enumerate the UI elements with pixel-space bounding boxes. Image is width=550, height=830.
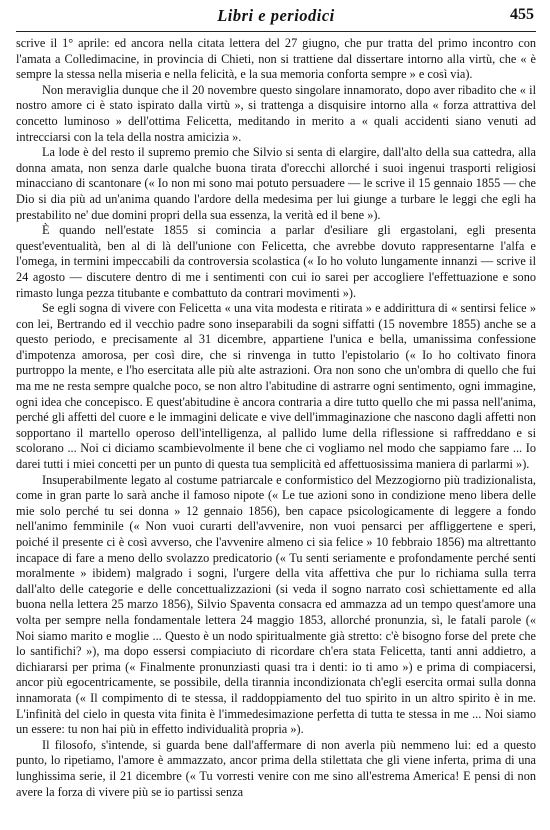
paragraph-7: Il filosofo, s'intende, si guarda bene dall'affermare di non averla più nemmeno lui: ed a questo punto, lo ripetiamo, l'amore è ammazzato, ancor prima della stilettata che gli viene inferta, prima di una lunghissima serie, il 21 dicembre (« Tu vorresti venire con me sino all'estrema America! E pensi di non avere la forza di vivere più se io partissi senza — [16, 737, 536, 799]
header-rule — [16, 31, 536, 32]
paragraph-3: La lode è del resto il supremo premio che Silvio si senta di elargire, dall'alto della sua cattedra, alla donna amata, non senza darle qualche buona tirata d'orecchi allorché i suoi ingenui trasporti religiosi minacciano di scantonare (« Io non mi sono mai potuto persuadere — le scrive il 15 gennaio 1855 — che Dio si dia più ad un'anima quando l'ardore della medesima per lui giunge a turbare le leggi che egli ha prestabilito ne' due domini propri della sua essenza, la verità ed il bene »). — [16, 145, 536, 222]
running-title: Libri e periodici — [217, 6, 335, 25]
paragraph-5: Se egli sogna di vivere con Felicetta « una vita modesta e ritirata » e addirittura di « sentirsi felice » con lei, Bertrando ed il vecchio padre sono inseparabili da sogni siffatti (15 novembre 1855) anche se a questo periodo, e precisamente al 31 dicembre, appartiene l'unica e bella, umanissima confessione d'impotenza amorosa, per così dire, che si rinvenga in tutto l'epistolario (« Io ho coltivato finora purtroppo la mente, e l'ho esercitata alle più alte astrazioni. Ora non sono che un'ombra di quello che fui ma me ne resta sempre qualche poco, se non altro l'abitudine di astrarre ogni sentimento, ogni immagine, ogni idea che concepisco. E quest'abitudine è ancora contraria a dire tutto quello che mi passa nell'anima, perché gli affetti del cuore e le immagini delicate e vive dell'immaginazione che nascono dagli affetti non sopportano il martello operoso dell'intelligenza, al pallido lume della riflessione si raffreddano e si scolorano ... Noi ci diciamo scambievolmente il bene che ci vogliamo nel modo che sappiamo fare ... Io darei tutti i miei concetti per un punto di questa tua semplicità ed affettuosissima maniera di parlarmi »). — [16, 301, 536, 472]
body-text — [16, 36, 536, 800]
paragraph-1: scrive il 1° aprile: ed ancora nella citata lettera del 27 giugno, che pur tratta del primo incontro con l'amata a Colledimacine, in provincia di Chieti, non si trattiene dal dissertare intorno alla virtù, che « è sempre la stessa nella miseria e nella felicità, e la sua memoria conforta sempre » e così via). — [16, 36, 536, 82]
paragraph-4: È quando nell'estate 1855 si comincia a parlar d'esiliare gli ergastolani, egli presenta quest'eventualità, ben al di là dell'unione con Felicetta, che avrebbe dovuto rappresentarne l'alfa e l'omega, in termini impeccabili da controversia scolastica (« Io ho voluto lungamente innanzi — scrive il 24 agosto — discutere dentro di me i sentimenti con cui io sarei per accogliere l'effettuazione e sono rimasto lunga pezza titubante e combattuto da contrari movimenti »). — [16, 223, 536, 300]
paragraph-2: Non meraviglia dunque che il 20 novembre questo singolare innamorato, dopo aver ribadito che « il nostro amore ci è stato ispirato dalla virtù », si trattenga a disquisire intorno alla « forza attrattiva del concetto luminoso » dell'ottima Felicetta, meditando in merito a « quali accidenti siano venuti ad intrecciarsi con la tela della nostra amicizia ». — [16, 82, 536, 144]
running-header — [16, 6, 536, 32]
paragraph-6: Insuperabilmente legato al costume patriarcale e conformistico del Mezzogiorno più tradizionalista, come in gran parte lo sarà anche il famoso nipote (« Le tue azioni sono in condizione meno libera delle mie solo perché tu sei donna » 12 gennaio 1856), ben capace psicologicamente di leggere a fondo nell'animo femminile (« Non vuoi curarti dell'avvenire, non vuoi pensarci per affliggertene e speri, poiché il presente ci è così avverso, che l'avvenire almeno ci sia felice » 10 febbraio 1856) ma altrettanto incapace di fare a meno dello svolazzo predicatorio (« Tu senti seriamente e profondamente perché senti moralmente » ibidem) malgrado i sogni, l'urgere della vita affettiva che pur lo richiama sulla terra dall'alto delle categorie e delle concettualizzazioni (si veda il sogno narrato così schiettamente ed alla buona nella lettera 25 marzo 1856), Silvio Spaventa consacra ed ammazza ad un tempo quest'amore una volta per sempre nella fondamentale lettera 24 maggio 1853, allorché pronunzia, sì, le fatali parole (« Noi siamo marito e moglie ... Questo è un nodo spiritualmente già stretto: c'è bisogno forse del prete che lo santifichi? »), ma dopo essersi compiaciuto di ricordare ch'era stata Felicetta, tanti anni addietro, a dichiararsi per prima (« Finalmente pronunziasti quasi tra i denti: io ti amo ») e prima di compiacersi, ancor più egocentricamente, se possibile, della tirannia incondizionata ch'egli esercita ormai sulla donna innamorata (« Il compimento di te stessa, il raddoppiamento del tuo spirito in un altro spirito è in me. L'infinità del cielo in questa vita finita è l'immedesimazione perfetta di tutta te stessa in me ... Noi siamo un essere: tu non hai più in effetto individualità propria »). — [16, 472, 536, 737]
page-number: 455 — [510, 6, 534, 23]
